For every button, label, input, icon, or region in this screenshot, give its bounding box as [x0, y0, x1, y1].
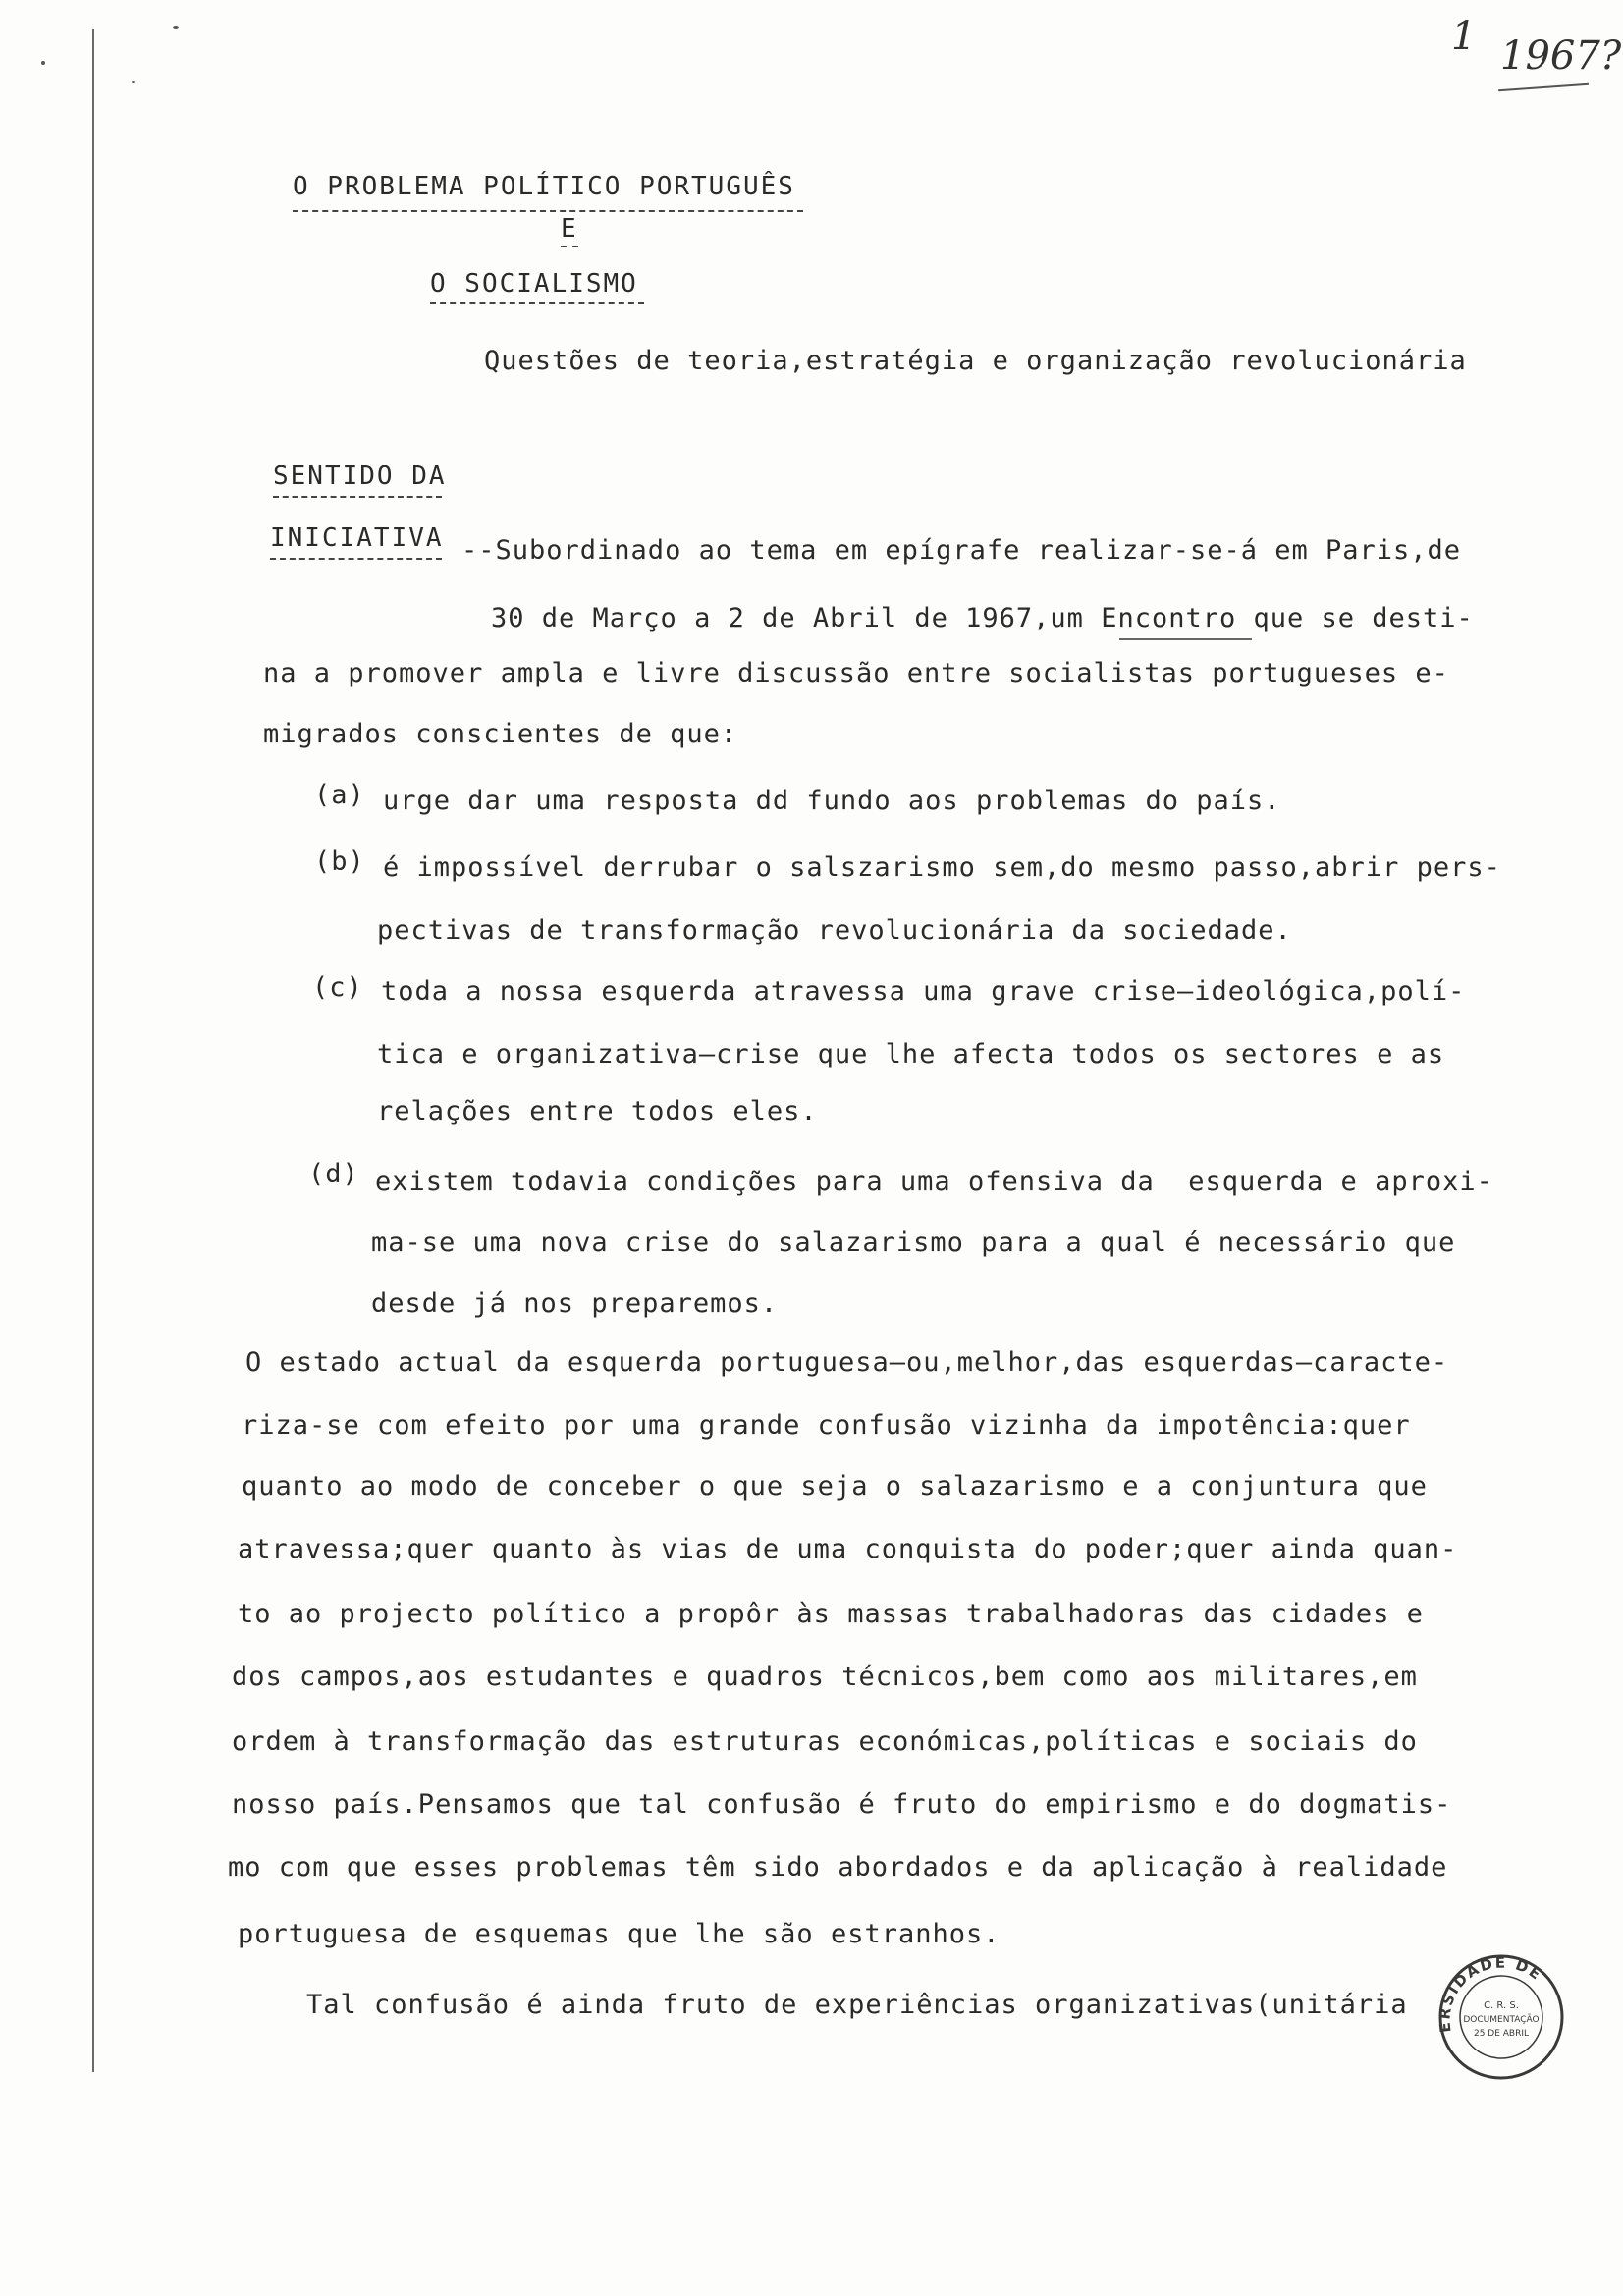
paragraph-line: dos campos,aos estudantes e quadros técnicos,bem como aos militares,em	[232, 1662, 1418, 1692]
encontro-underline	[1119, 638, 1252, 640]
item-d-line-3: desde já nos preparemos.	[371, 1288, 779, 1319]
section-heading-line-2: INICIATIVA	[270, 523, 444, 553]
stamp-inner-line-1: C. R. S.	[1484, 2000, 1519, 2011]
item-b-line-1: é impossível derrubar o salszarismo sem,do mesmo passo,abrir pers-	[383, 852, 1501, 883]
item-marker-b: (b)	[314, 847, 365, 877]
intro-line-1: --Subordinado ao tema em epígrafe realizar-se-á em Paris,de	[461, 535, 1462, 566]
item-d-line-2: ma-se uma nova crise do salazarismo para a qual é necessário que	[371, 1228, 1456, 1258]
section-heading-underline-2	[270, 558, 442, 560]
year-note-underline	[1498, 83, 1589, 91]
paragraph-line: atravessa;quer quanto às vias de uma conquista do poder;quer ainda quan-	[238, 1534, 1458, 1564]
paragraph-line: quanto ao modo de conceber o que seja o salazarismo e a conjuntura que	[242, 1471, 1428, 1502]
ink-speck	[132, 81, 135, 83]
title-underline-3	[430, 302, 644, 304]
intro-line-2: 30 de Março a 2 de Abril de 1967,um Encontro que se desti-	[491, 603, 1474, 633]
title-line-3: O SOCIALISMO	[430, 269, 638, 299]
item-c-line-2: tica e organizativa—crise que lhe afecta todos os sectores e as	[377, 1039, 1445, 1069]
title-underline-2	[561, 246, 578, 247]
paragraph-line: O estado actual da esquerda portuguesa—ou,melhor,das esquerdas—caracte-	[245, 1347, 1449, 1378]
left-margin-rule	[92, 29, 94, 2072]
ink-speck	[173, 26, 179, 29]
item-marker-c: (c)	[312, 972, 363, 1003]
item-d-line-1: existem todavia condições para uma ofensiva da esquerda e aproxi-	[375, 1167, 1493, 1197]
section-heading-line-1: SENTIDO DA	[273, 462, 447, 491]
paragraph-2-line-1: Tal confusão é ainda fruto de experiências organizativas(unitária	[306, 1990, 1408, 2020]
item-c-line-1: toda a nossa esquerda atravessa uma grave crise—ideológica,polí-	[381, 976, 1466, 1007]
item-marker-d: (d)	[308, 1159, 359, 1189]
item-c-line-3: relações entre todos eles.	[377, 1096, 818, 1126]
paragraph-line: riza-se com efeito por uma grande confusão vizinha da impotência:quer	[242, 1410, 1411, 1441]
intro-line-4: migrados conscientes de que:	[263, 719, 738, 749]
paragraph-line: ordem à transformação das estruturas económicas,políticas e sociais do	[232, 1726, 1418, 1757]
paragraph-line: mo com que esses problemas têm sido abordados e da aplicação à realidade	[228, 1852, 1448, 1883]
handwritten-year-note: 1967?	[1500, 33, 1622, 79]
intro-line-3: na a promover ampla e livre discussão entre socialistas portugueses e-	[263, 658, 1449, 688]
stamp-ring-text: ERSIDADE DE	[1435, 1953, 1546, 2034]
stamp-inner-line-3: 25 DE ABRIL	[1473, 2029, 1530, 2039]
title-line-2: E	[561, 214, 578, 244]
subtitle: Questões de teoria,estratégia e organização revolucionária	[484, 346, 1467, 376]
stamp-inner-line-2: DOCUMENTAÇÃO	[1463, 2015, 1540, 2025]
title-line-1: O PROBLEMA POLÍTICO PORTUGUÊS	[293, 172, 795, 201]
section-heading-underline-1	[273, 496, 442, 498]
ink-speck	[41, 61, 45, 65]
paragraph-line: to ao projecto político a propôr às massas trabalhadoras das cidades e	[238, 1599, 1424, 1629]
title-underline-1	[293, 210, 803, 212]
paragraph-line: portuguesa de esquemas que lhe são estranhos.	[238, 1919, 1001, 1949]
archive-stamp	[1434, 1949, 1569, 2085]
handwritten-page-number: 1	[1451, 14, 1477, 59]
item-a-line-1: urge dar uma resposta dd fundo aos problemas do país.	[383, 786, 1281, 816]
item-b-line-2: pectivas de transformação revolucionária da sociedade.	[377, 915, 1292, 946]
item-marker-a: (a)	[314, 780, 365, 810]
paragraph-line: nosso país.Pensamos que tal confusão é fruto do empirismo e do dogmatis-	[232, 1789, 1452, 1820]
